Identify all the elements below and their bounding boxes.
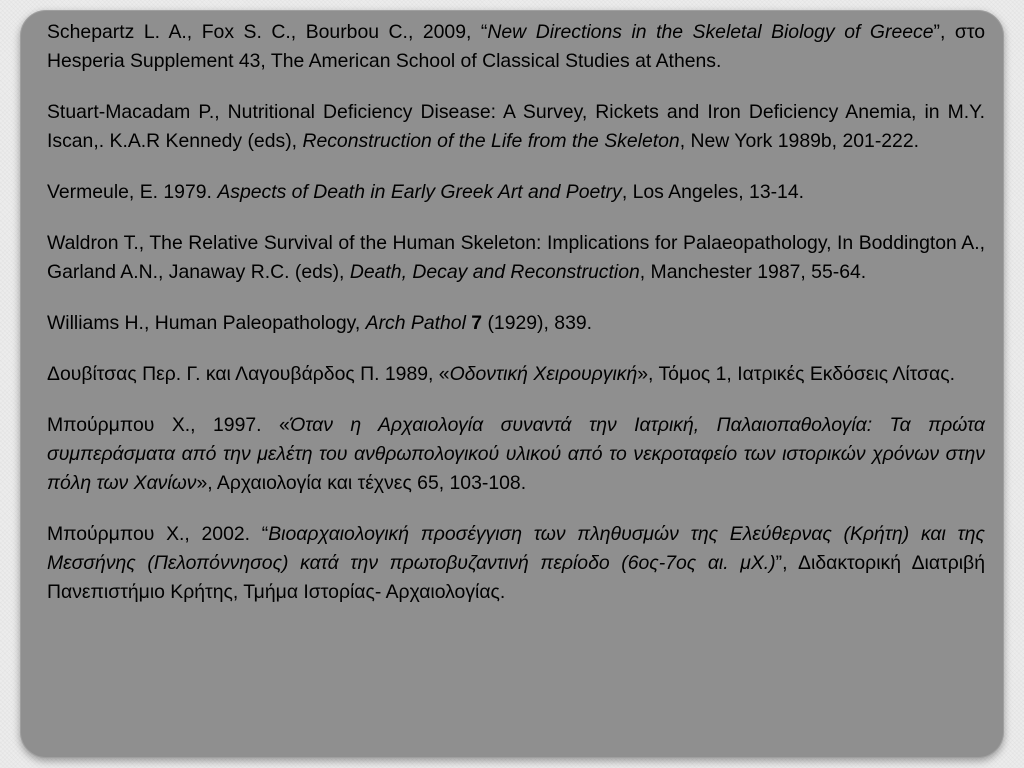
reference-title: Arch Pathol	[365, 312, 466, 334]
reference-title: Οδοντική Χειρουργική	[449, 363, 638, 385]
reference-text: Μπούρμπου Χ., 1997. «	[47, 414, 290, 436]
reference-title: Όταν η Αρχαιολογία συναντά την Ιατρική, Παλαιοπαθολογία: Τα πρώτα συμπεράσματα από την μελέτη του ανθρωπολογικού υλικού από το νεκροταφείο των ιστορικών χρόνων στην πόλη των Χανίων	[47, 414, 985, 494]
reference-text: Μπούρμπου Χ., 2002. “	[47, 523, 269, 545]
reference-entry	[47, 360, 985, 389]
reference-title: Reconstruction of the Life from the Skeleton	[302, 130, 680, 152]
reference-entry	[47, 18, 985, 76]
reference-entry	[47, 411, 985, 498]
reference-text: Waldron T., The Relative Survival of the Human Skeleton: Implications for Palaeopathology, In Boddington A., Garland A.N., Janaway R.C. (eds),	[47, 232, 985, 283]
reference-text: », Τόμος 1, Ιατρικές Εκδόσεις Λίτσας.	[637, 363, 955, 385]
reference-text: Schepartz L. A., Fox S. C., Bourbou C., 2009, “	[47, 21, 488, 43]
reference-title: Death, Decay and Reconstruction	[349, 261, 640, 283]
reference-text: ”, Διδακτορική Διατριβή Πανεπιστήμιο Κρήτης, Τμήμα Ιστορίας- Αρχαιολογίας.	[47, 552, 985, 603]
reference-text: Williams H., Human Paleopathology,	[47, 312, 366, 334]
reference-volume: 7	[471, 312, 483, 334]
reference-text: , Manchester 1987, 55-64.	[639, 261, 867, 283]
reference-text: , New York 1989b, 201-222.	[679, 130, 920, 152]
bibliography-panel	[20, 10, 1004, 758]
reference-text: ”, στο Hesperia Supplement 43, The American School of Classical Studies at Athens.	[47, 21, 986, 72]
reference-text: , Los Angeles, 13-14.	[621, 181, 805, 203]
reference-text: Stuart-Macadam P., Nutritional Deficiency Disease: A Survey, Rickets and Iron Deficiency Anemia, in M.Y. Iscan,. K.A.R Kennedy (eds),	[47, 101, 985, 152]
reference-title: New Directions in the Skeletal Biology of Greece	[487, 21, 934, 43]
reference-text: Vermeule, E. 1979.	[47, 181, 218, 203]
reference-entry	[47, 229, 985, 287]
reference-text: Δουβίτσας Περ. Γ. και Λαγουβάρδος Π. 1989, «	[47, 363, 450, 385]
reference-entry	[47, 520, 985, 607]
reference-list	[47, 18, 985, 607]
reference-title: Aspects of Death in Early Greek Art and Poetry	[217, 181, 622, 203]
reference-text: (1929), 839.	[482, 312, 593, 334]
reference-entry	[47, 98, 985, 156]
reference-entry	[47, 178, 985, 207]
reference-text: », Αρχαιολογία και τέχνες 65, 103-108.	[196, 472, 527, 494]
reference-title: Βιοαρχαιολογική προσέγγιση των πληθυσμών της Ελεύθερνας (Κρήτη) και της Μεσσήνης (Πελοπόννησος) κατά την πρωτοβυζαντινή περίοδο (6ος-7ος αι. μΧ.)	[47, 523, 985, 574]
reference-entry	[47, 309, 985, 338]
